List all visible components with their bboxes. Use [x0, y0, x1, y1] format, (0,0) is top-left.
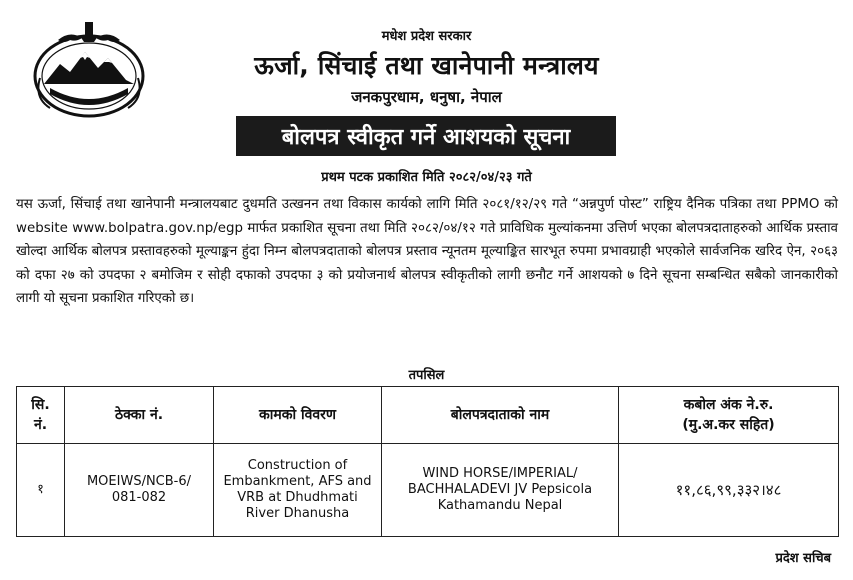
header-amount-line2: (मु.अ.कर सहित) [682, 417, 775, 433]
cell-contract-no: MOEIWS/NCB-6/ 081-082 [65, 444, 214, 537]
header-amount [619, 387, 839, 444]
header-description: कामको विवरण [214, 387, 382, 444]
office-location: जनकपुरधाम, धनुषा, नेपाल [351, 88, 502, 106]
header-sn-line2: नं. [33, 417, 48, 433]
header-sn [17, 387, 65, 444]
table-header-row [17, 387, 839, 444]
cell-amount: ११,८६,९९,३३२।४८ [619, 444, 839, 537]
published-date: प्रथम पटक प्रकाशित मिति २०८२/०४/२३ गते [321, 170, 532, 185]
cell-description: Construction of Embankment, AFS and VRB at Dhudhmati River Dhanusha [214, 444, 382, 537]
cell-bidder: WIND HORSE/IMPERIAL/ BACHHALADEVI JV Pepsicola Kathamandu Nepal [382, 444, 619, 537]
schedule-label: तपसिल [408, 368, 445, 383]
signatory: प्रदेश सचिब [775, 551, 831, 566]
header-sn-line1: सि. [31, 397, 50, 413]
cell-sn: १ [17, 444, 65, 537]
government-name: मधेश प्रदेश सरकार [381, 29, 472, 44]
notice-body: यस ऊर्जा, सिंचाई तथा खानेपानी मन्त्रालयबाट दुधमति उत्खनन तथा विकास कार्यको लागि मिति २०८१/१२/२९ गते “अन्नपुर्ण पोस्ट” राष्ट्रिय दैनिक पत्रिका तथा PPMO को website www.bolpatra.gov.np/egp मार्फत प्रकाशित सूचना तथा मिति २०८२/०४/१२ गते प्राविधिक मुल्यांकनमा उत्तिर्ण भएका बोलपत्रदाताहरुको आर्थिक प्रस्ताव खोल्दा आर्थिक बोलपत्र प्रस्तावहरुको मूल्याङ्कन हुंदा निम्न बोलपत्रदाताको बोलपत्र प्रस्ताव न्यूनतम मूल्याङ्कित सारभूत रुपमा प्रभावग्राही भएकोले सार्वजनिक खरिद ऐन, २०६३ को दफा २७ को उपदफा २ बमोजिम र सोही दफाको उपदफा ३ को प्रयोजनार्थ बोलपत्र स्वीकृतीको लागी छनौट गर्ने आशयको ७ दिने सूचना सम्बन्धित सबैको जानकारीको लागी यो सूचना प्रकाशित गरिएको छ। [16, 197, 838, 307]
ministry-name: ऊर्जा, सिंचाई तथा खानेपानी मन्त्रालय [254, 51, 599, 80]
header-contract-no: ठेक्का नं. [65, 387, 214, 444]
table-row [17, 444, 839, 537]
bid-table [16, 386, 839, 537]
notice-title: बोलपत्र स्वीकृत गर्ने आशयको सूचना [236, 116, 616, 156]
header-bidder: बोलपत्रदाताको नाम [382, 387, 619, 444]
header-amount-line1: कबोल अंक ने.रु. [683, 397, 774, 413]
